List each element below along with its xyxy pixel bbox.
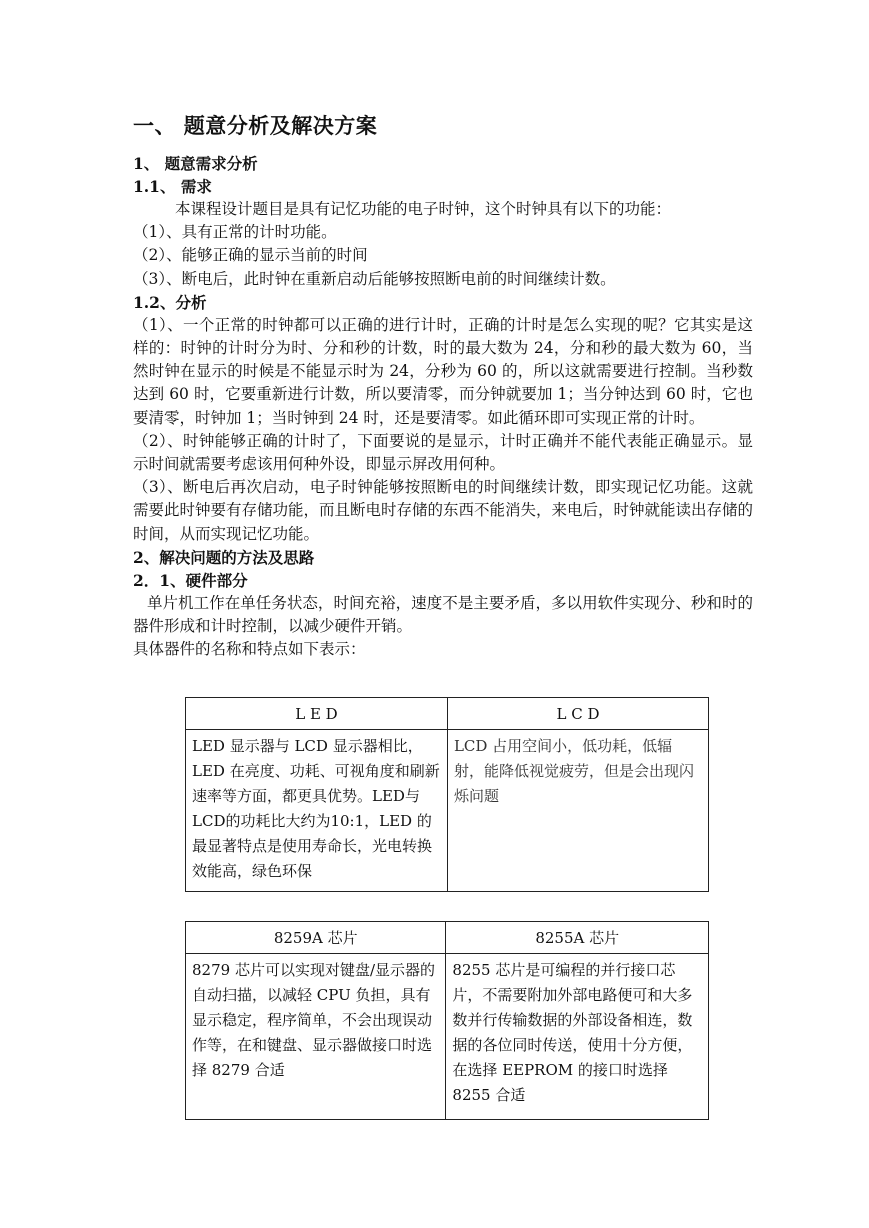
table-cell-led: LED 显示器与 LCD 显示器相比，LED 在亮度、功耗、可视角度和刷新速率等方面，都更具优势。LED与LCD的功耗比大约为10:1，LED 的最显著特点是使用寿命长，光电转换效能高，绿色环保 [186, 730, 448, 892]
heading-solution-method: 2、解决问题的方法及思路 [133, 547, 315, 567]
requirement-item-1: （1）、具有正常的计时功能。 [133, 223, 337, 242]
table-cell-8279: 8279 芯片可以实现对键盘/显示器的自动扫描，以减轻 CPU 负担，具有显示稳定，程序简单，不会出现误动作等，在和键盘、显示器做接口时选择 8279 合适 [186, 954, 446, 1120]
document-body [133, 112, 753, 661]
heading-requirements: 1.1、 需求 [133, 177, 212, 196]
table-header-8255a: 8255A 芯片 [446, 922, 709, 954]
table-header-lcd: L C D [447, 698, 708, 730]
chip-comparison-table [185, 921, 709, 1120]
table-header-led: L E D [186, 698, 448, 730]
hardware-paragraph: 单片机工作在单任务状态，时间充裕，速度不是主要矛盾，多以用软件实现分、秒和时的器件形成和计时控制，以减少硬件开销。 [133, 593, 753, 636]
heading-analysis: 1.2、分析 [133, 292, 207, 312]
section-heading-1: 一、 题意分析及解决方案 [133, 113, 378, 138]
table-intro: 具体器件的名称和特点如下表示： [133, 640, 366, 659]
led-lcd-comparison-table [185, 697, 709, 892]
table-header-8259a: 8259A 芯片 [186, 922, 446, 954]
requirement-item-2: （2）、能够正确的显示当前的时间 [133, 246, 368, 265]
table-cell-8255: 8255 芯片是可编程的并行接口芯片，不需要附加外部电路便可和大多数并行传输数据的外部设备相连，数据的各位同时传送，使用十分方便，在选择 EEPROM 的接口时选择 8255 合适 [446, 954, 709, 1120]
requirement-item-3: （3）、断电后，此时钟在重新启动后能够按照断电前的时间继续计数。 [133, 269, 616, 288]
heading-hardware: 2．1、硬件部分 [133, 570, 248, 590]
requirements-intro: 本课程设计题目是具有记忆功能的电子时钟，这个时钟具有以下的功能： [175, 200, 672, 218]
analysis-paragraph-1: （1）、一个正常的时钟都可以正确的进行计时，正确的计时是怎么实现的呢？它其实是这样的：时钟的计时分为时、分和秒的计数，时的最大数为 24，分和秒的最大数为 60，当然时钟在显示的时候是不能显示时为 24，分秒为 60 的，所以这就需要进行控制。当秒数达到 60 时，它要重新进行计数，所以要清零，而分钟就要加 1；当分钟达到 60 时，它也要清零，时钟加 1；当时钟到 24 时，还是要清零。如此循环即可实现正常的计时。 [133, 315, 753, 427]
heading-requirement-analysis: 1、 题意需求分析 [133, 154, 258, 173]
analysis-paragraph-2: （2）、时钟能够正确的计时了，下面要说的是显示，计时正确并不能代表能正确显示。显示时间就需要考虑该用何种外设，即显示屏改用何种。 [133, 431, 753, 474]
table-cell-lcd: LCD 占用空间小，低功耗，低辐射，能降低视觉疲劳，但是会出现闪烁问题 [447, 730, 708, 892]
analysis-paragraph-3: （3）、断电后再次启动，电子时钟能够按照断电的时间继续计数，即实现记忆功能。这就需要此时钟要有存储功能，而且断电时存储的东西不能消失，来电后，时钟就能读出存储的时间，从而实现记忆功能。 [133, 478, 754, 543]
